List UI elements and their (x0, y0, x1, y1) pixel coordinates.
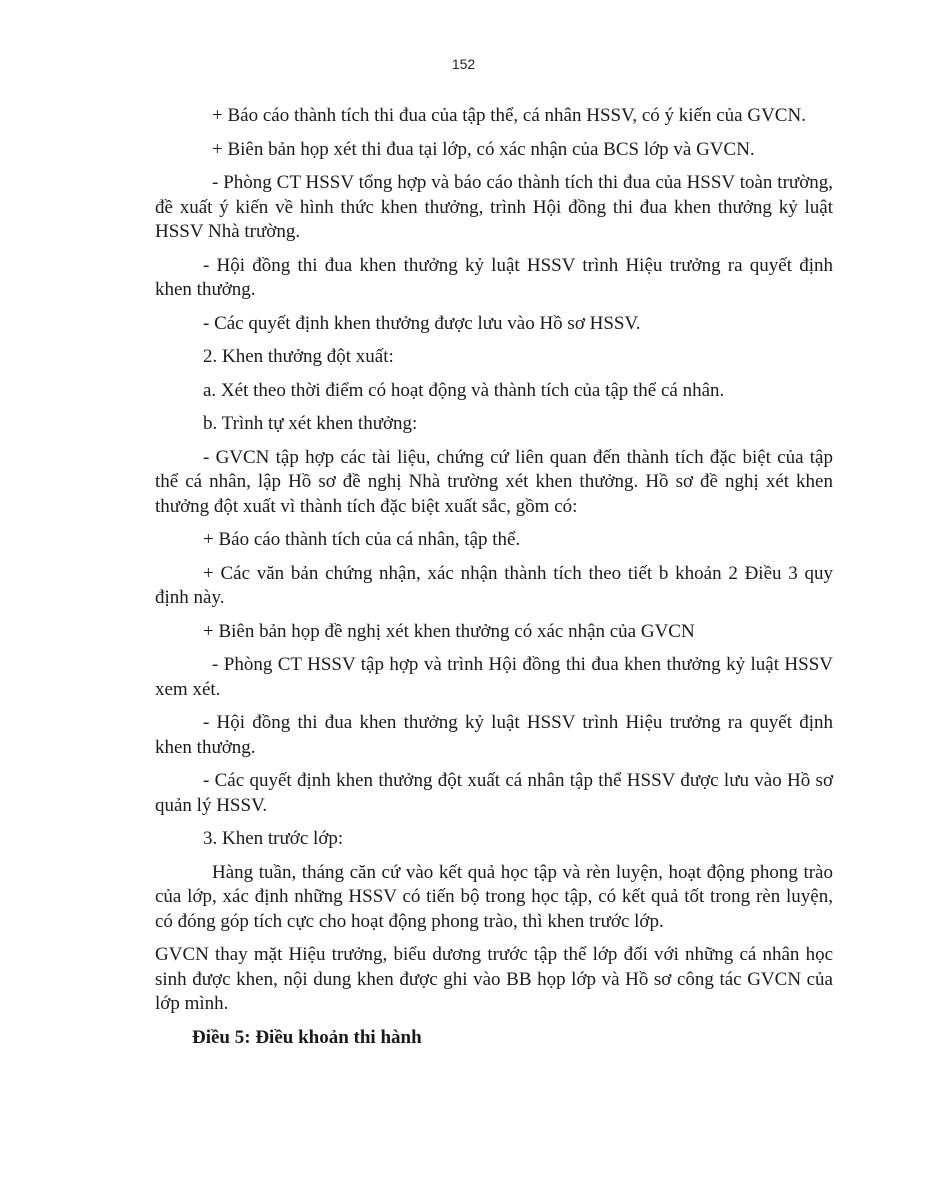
paragraph-office-summary: - Phòng CT HSSV tổng hợp và báo cáo thành tích thi đua của HSSV toàn trường, đề xuất ý kiến về hình thức khen thưởng, trình Hội đồng thi đua khen thưởng kỷ luật HSSV Nhà trường. (155, 172, 833, 242)
paragraph-certificates: + Các văn bản chứng nhận, xác nhận thành tích theo tiết b khoản 2 Điều 3 quy định này. (155, 562, 833, 608)
paragraph-report-individual: + Báo cáo thành tích của cá nhân, tập thể. (203, 529, 521, 550)
page-number: 152 (451, 56, 476, 72)
paragraph-sudden-decisions-filed: - Các quyết định khen thưởng đột xuất cá nhân tập thể HSSV được lưu vào Hồ sơ quản lý HSSV. (155, 770, 833, 816)
paragraph-report-achievements: + Báo cáo thành tích thi đua của tập thể, cá nhân HSSV, có ý kiến của GVCN. (212, 105, 806, 126)
paragraph-council-decision: - Hội đồng thi đua khen thưởng kỷ luật HSSV trình Hiệu trưởng ra quyết định khen thưởng. (155, 254, 833, 300)
article-heading: Điều 5: Điều khoản thi hành (192, 1026, 422, 1048)
paragraph-council-decision-2: - Hội đồng thi đua khen thưởng kỷ luật HSSV trình Hiệu trưởng ra quyết định khen thưởng. (155, 712, 833, 758)
paragraph-gvcn-collect: - GVCN tập hợp các tài liệu, chứng cứ liên quan đến thành tích đặc biệt của tập thể cá nhân, lập Hồ sơ đề nghị Nhà trường xét khen thưởng. Hồ sơ đề nghị xét khen thưởng đột xuất vì thành tích đặc biệt xuất sắc, gồm có: (155, 446, 833, 517)
paragraph-meeting-minutes: + Biên bản họp xét thi đua tại lớp, có xác nhận của BCS lớp và GVCN. (212, 138, 755, 160)
section-heading-class-reward: 3. Khen trước lớp: (203, 828, 344, 849)
document-body (155, 104, 833, 1059)
paragraph-consider-timing: a. Xét theo thời điểm có hoạt động và thành tích của tập thể cá nhân. (203, 379, 725, 401)
paragraph-proposal-minutes: + Biên bản họp đề nghị xét khen thưởng có xác nhận của GVCN (203, 620, 695, 642)
paragraph-office-submit: - Phòng CT HSSV tập hợp và trình Hội đồng thi đua khen thưởng kỷ luật HSSV xem xét. (155, 654, 833, 700)
paragraph-gvcn-praise: GVCN thay mặt Hiệu trưởng, biểu dương trước tập thể lớp đối với những cá nhân học sinh được khen, nội dung khen được ghi vào BB họp lớp và Hồ sơ công tác GVCN của lớp mình. (155, 944, 833, 1014)
paragraph-procedure: b. Trình tự xét khen thưởng: (203, 413, 418, 434)
section-heading-sudden-reward: 2. Khen thưởng đột xuất: (203, 346, 394, 367)
paragraph-decisions-filed: - Các quyết định khen thưởng được lưu vào Hồ sơ HSSV. (203, 312, 641, 334)
paragraph-weekly-reward: Hàng tuần, tháng căn cứ vào kết quả học tập và rèn luyện, hoạt động phong trào của lớp, xác định những HSSV có tiến bộ trong học tập, có kết quả tốt trong rèn luyện, có đóng góp tích cực cho hoạt động phong trào, thì khen trước lớp. (155, 861, 833, 932)
